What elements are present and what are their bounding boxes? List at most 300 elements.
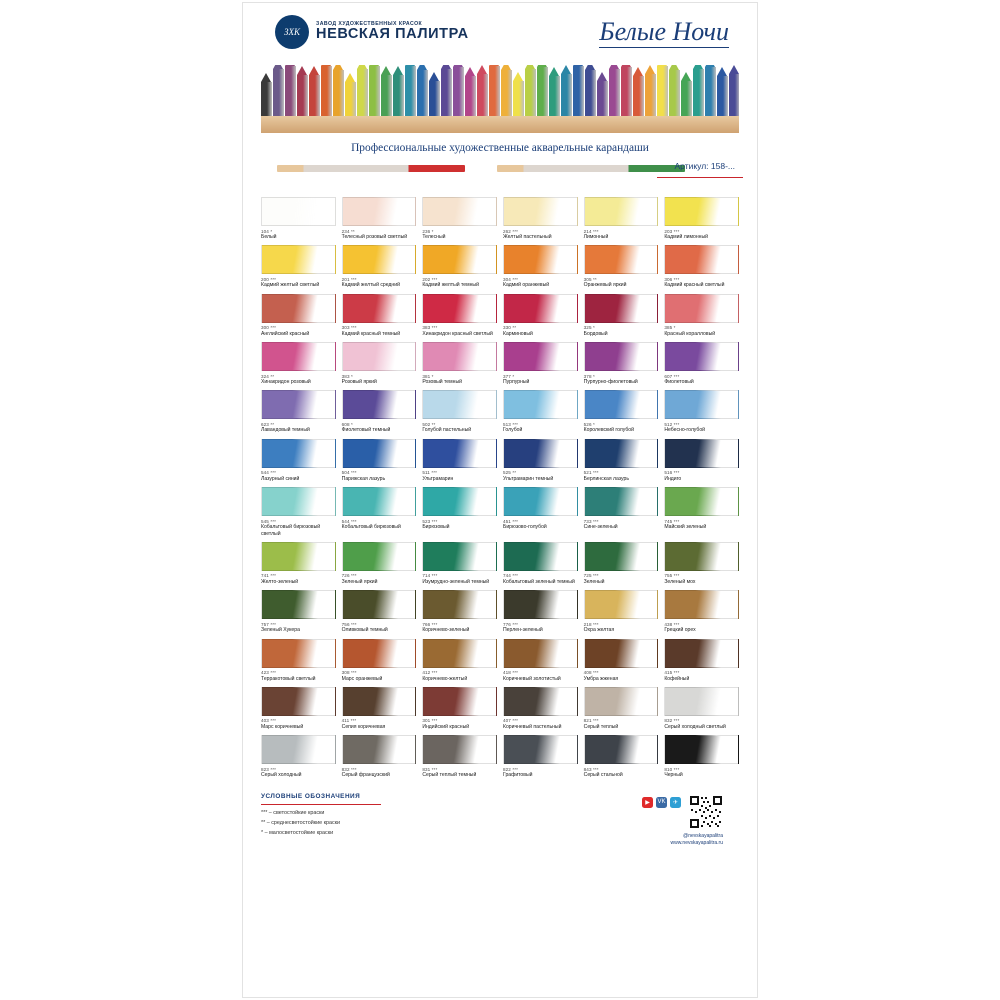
color-swatch: [342, 390, 417, 419]
color-swatch: [422, 639, 497, 668]
color-swatch: [342, 439, 417, 468]
color-name: Кадмий желтый светлый: [261, 282, 320, 289]
color-code: 516 ***: [664, 470, 680, 476]
color-name: Ультрамарин темный: [502, 475, 554, 482]
color-name: Грецкий орех: [664, 627, 696, 634]
color-name: Розовый яркий: [341, 379, 377, 386]
color-code: 411 ***: [341, 718, 357, 724]
color-code: 304 ***: [502, 276, 518, 282]
color-swatch-cell: [503, 735, 578, 778]
color-swatch: [422, 197, 497, 226]
color-code: 301 ***: [422, 718, 438, 724]
color-swatch-cell: [584, 390, 659, 433]
color-code: 526 *: [583, 421, 595, 427]
color-name: Серый холодный: [261, 772, 302, 779]
product-sheet: [242, 2, 758, 998]
color-name: Терракотовый светлый: [261, 675, 316, 682]
color-swatch-grid: [261, 197, 739, 779]
pencil-tip: [429, 72, 439, 81]
color-swatch-cell: [422, 590, 497, 633]
color-code: 822 ***: [502, 766, 518, 772]
color-swatch-cell: [664, 390, 739, 433]
color-swatch: [261, 245, 336, 274]
color-swatch: [261, 487, 336, 516]
color-name: Марс оранжевый: [341, 675, 383, 682]
color-name: Серый стальной: [583, 772, 623, 779]
color-swatch: [503, 197, 578, 226]
color-swatch: [422, 487, 497, 516]
pencil-tip: [297, 66, 307, 75]
color-name: Оранжевый яркий: [583, 282, 627, 289]
color-code: 756 ***: [341, 621, 357, 627]
color-name: Индийский красный: [422, 723, 470, 730]
color-name: Карминовый: [502, 330, 533, 337]
color-swatch-cell: [261, 245, 336, 288]
color-code: 438 ***: [664, 621, 680, 627]
color-code: 831 ***: [422, 766, 438, 772]
color-code: 201 ***: [341, 276, 357, 282]
color-swatch-cell: [422, 294, 497, 337]
logo-mark-text: ЗХК: [284, 27, 300, 37]
color-name: Бирюзовый: [422, 524, 450, 531]
pencil-tip: [309, 66, 319, 75]
color-name: Зеленый: [583, 578, 605, 585]
color-swatch-cell: [422, 487, 497, 537]
color-swatch-cell: [422, 639, 497, 682]
color-swatch: [584, 439, 659, 468]
color-code: 305 **: [583, 276, 597, 282]
color-code: 832 ***: [664, 718, 680, 724]
color-swatch-cell: [584, 639, 659, 682]
color-name: Фиолетовый: [664, 379, 694, 386]
pencil-tip: [477, 65, 487, 74]
color-name: Голубой пастельный: [422, 427, 472, 434]
color-code: 511 ***: [422, 470, 437, 476]
color-code: 300 ***: [261, 325, 277, 331]
color-code: 381 *: [422, 373, 434, 379]
color-swatch: [342, 487, 417, 516]
color-swatch: [664, 590, 739, 619]
brand-script-logo: Белые Ночи: [599, 17, 729, 46]
color-swatch-cell: [584, 197, 659, 240]
color-name: Английский красный: [261, 330, 310, 337]
color-name: Кофейный: [664, 675, 690, 682]
color-swatch: [503, 542, 578, 571]
color-name: Графитовый: [502, 772, 533, 779]
color-name: Зеленый мох: [664, 578, 696, 585]
color-name: Пepлен-зеленый: [502, 627, 543, 634]
color-name: Кадмий желтый средний: [341, 282, 400, 289]
color-code: 423 ***: [261, 670, 277, 676]
color-swatch-cell: [664, 294, 739, 337]
color-swatch: [261, 590, 336, 619]
color-swatch: [342, 294, 417, 323]
color-swatch: [503, 390, 578, 419]
color-name: Умбра жженая: [583, 675, 619, 682]
color-swatch-cell: [503, 245, 578, 288]
color-name: Розовый темный: [422, 379, 462, 386]
color-code: 504 ***: [341, 470, 357, 476]
color-swatch-cell: [664, 342, 739, 385]
color-code: 378 *: [583, 373, 595, 379]
color-swatch-cell: [664, 439, 739, 482]
color-swatch: [664, 639, 739, 668]
color-swatch: [422, 735, 497, 764]
color-swatch-cell: [584, 487, 659, 537]
color-name: Кобальтовый бирюзовый: [341, 524, 401, 531]
pencil-tip: [393, 66, 403, 75]
color-swatch: [503, 439, 578, 468]
color-swatch: [664, 735, 739, 764]
pencil-tip: [465, 67, 475, 76]
color-swatch-cell: [342, 639, 417, 682]
color-name: Коричневый пастельный: [502, 723, 562, 730]
color-code: 377 *: [502, 373, 515, 379]
color-swatch-cell: [584, 245, 659, 288]
color-swatch-cell: [664, 590, 739, 633]
color-name: Небесно-голубой: [664, 427, 706, 434]
single-pencil-illustrations: [243, 161, 757, 185]
website-url[interactable]: www.nevskayapalitra.ru: [670, 840, 723, 847]
color-code: 385 *: [664, 325, 676, 331]
color-swatch: [584, 487, 659, 516]
color-swatch-cell: [584, 342, 659, 385]
color-swatch: [422, 590, 497, 619]
color-swatch: [584, 735, 659, 764]
color-swatch: [664, 197, 739, 226]
color-swatch: [664, 687, 739, 716]
color-swatch-cell: [503, 590, 578, 633]
color-swatch-cell: [342, 294, 417, 337]
color-swatch-cell: [664, 687, 739, 730]
color-swatch: [584, 390, 659, 419]
legend-divider: [261, 804, 381, 805]
color-swatch-cell: [261, 197, 336, 240]
color-swatch: [664, 245, 739, 274]
pencil-tip: [681, 72, 691, 81]
color-code: 544 ***: [341, 518, 357, 524]
color-code: 408 ***: [583, 670, 599, 676]
color-swatch-cell: [503, 687, 578, 730]
color-name: Кадмий желтый темный: [422, 282, 479, 289]
color-swatch-cell: [584, 735, 659, 778]
color-swatch-cell: [261, 342, 336, 385]
color-swatch-cell: [261, 487, 336, 537]
color-swatch: [503, 687, 578, 716]
color-swatch-cell: [584, 294, 659, 337]
color-code: 236 *: [422, 228, 434, 234]
legend-item: ** – среднесветостойкие краски: [261, 819, 341, 826]
color-name: Кобальтовый зеленый темный: [502, 578, 575, 585]
color-swatch: [503, 590, 578, 619]
color-name: Пурпурно-фиолетовый: [583, 379, 638, 386]
pencil-tip: [513, 72, 523, 81]
color-swatch: [664, 342, 739, 371]
pencil-tip: [381, 66, 391, 75]
color-code: 525 **: [502, 470, 517, 476]
color-name: Желтый пастельный: [502, 234, 552, 240]
color-code: 203 ***: [664, 228, 680, 234]
color-code: 725 ***: [583, 573, 599, 579]
color-swatch-cell: [261, 390, 336, 433]
pencil-wood-base: [261, 116, 739, 133]
color-swatch-cell: [261, 439, 336, 482]
color-swatch-cell: [422, 245, 497, 288]
color-code: 544 ***: [261, 470, 277, 476]
color-name: Хинакридон розовый: [261, 379, 311, 386]
color-swatch: [503, 342, 578, 371]
color-code: 608 *: [341, 421, 353, 427]
color-swatch-cell: [422, 735, 497, 778]
color-swatch: [422, 687, 497, 716]
color-swatch: [422, 245, 497, 274]
color-swatch-cell: [422, 542, 497, 585]
color-swatch: [261, 439, 336, 468]
color-name: Коричневый золотистый: [502, 675, 561, 682]
color-name: Голубой: [502, 427, 523, 434]
pencil-tip: [549, 67, 559, 76]
color-swatch: [503, 245, 578, 274]
color-swatch-cell: [342, 735, 417, 778]
color-code: 757 ***: [261, 621, 277, 627]
color-name: Коричнево-зеленый: [422, 627, 470, 634]
color-swatch: [342, 687, 417, 716]
social-links[interactable]: [642, 797, 681, 808]
legend-title: УСЛОВНЫЕ ОБОЗНАЧЕНИЯ: [261, 792, 361, 800]
color-swatch-cell: [664, 245, 739, 288]
pencil-red: [277, 165, 465, 172]
color-code: 607 ***: [664, 373, 680, 379]
color-name: Изумрудно-зеленый темный: [422, 578, 490, 585]
color-swatch-cell: [342, 245, 417, 288]
youtube-icon[interactable]: ▶: [642, 797, 653, 808]
color-swatch: [584, 342, 659, 371]
color-code: 823 ***: [261, 766, 277, 772]
color-swatch: [503, 487, 578, 516]
color-swatch: [261, 687, 336, 716]
color-name: Королевский голубой: [583, 427, 634, 434]
color-swatch: [261, 735, 336, 764]
color-swatch: [261, 294, 336, 323]
color-name: Желто-зеленый: [261, 578, 299, 585]
color-code: 745 ***: [664, 518, 680, 524]
color-name: Хинакридон красный светлый: [422, 330, 493, 337]
color-swatch: [342, 639, 417, 668]
color-swatch: [584, 197, 659, 226]
color-swatch: [261, 197, 336, 226]
color-swatch-cell: [261, 542, 336, 585]
color-code: 512 ***: [664, 421, 680, 427]
color-swatch: [664, 487, 739, 516]
color-name: Кадмий лимонный: [664, 234, 708, 240]
color-swatch: [261, 390, 336, 419]
color-swatch: [503, 639, 578, 668]
color-code: 451 ***: [502, 518, 518, 524]
color-swatch: [422, 542, 497, 571]
color-code: 418 ***: [502, 670, 518, 676]
color-swatch: [584, 687, 659, 716]
company-name-small: ЗАВОД ХУДОЖЕСТВЕННЫХ КРАСОК: [316, 20, 423, 27]
color-swatch-cell: [503, 439, 578, 482]
color-name: Коричнево-желтый: [422, 675, 468, 682]
pencil-green: [497, 165, 685, 172]
logo-badge-icon: [275, 15, 309, 49]
color-swatch: [342, 342, 417, 371]
color-swatch: [422, 439, 497, 468]
company-name-large: НЕВСКАЯ ПАЛИТРА: [316, 26, 469, 43]
color-swatch: [503, 735, 578, 764]
color-code: 324 **: [261, 373, 275, 379]
color-name: Телесный розовый светлый: [341, 234, 408, 240]
color-code: 308 ***: [341, 670, 357, 676]
color-swatch-cell: [342, 487, 417, 537]
color-code: 545 ***: [261, 518, 277, 524]
pencil-tip: [561, 65, 571, 74]
color-name: Кадмий красный светлый: [664, 282, 725, 289]
article-underline: [657, 177, 743, 178]
site-info[interactable]: [670, 833, 723, 848]
color-code: 407 ***: [502, 718, 518, 724]
color-code: 303 ***: [341, 325, 357, 331]
color-code: 832 ***: [341, 766, 357, 772]
color-code: 714 ***: [422, 573, 438, 579]
color-code: 741 ***: [261, 573, 277, 579]
color-swatch-cell: [422, 342, 497, 385]
color-swatch: [584, 542, 659, 571]
color-swatch-cell: [342, 439, 417, 482]
color-swatch-cell: [584, 590, 659, 633]
color-code: 415 ***: [664, 670, 680, 676]
color-swatch-cell: [664, 487, 739, 537]
color-swatch: [664, 294, 739, 323]
company-logo: [275, 15, 469, 49]
color-code: 755 ***: [664, 573, 680, 579]
article-number: Артикул: 158-...: [674, 161, 735, 171]
color-swatch-cell: [584, 687, 659, 730]
color-swatch-cell: [261, 294, 336, 337]
color-swatch: [664, 542, 739, 571]
color-code: 218 ***: [583, 621, 599, 627]
color-name: Кадмий красный темный: [341, 330, 401, 337]
product-subtitle: Профессиональные художественные акварельные карандаши: [351, 142, 649, 154]
color-swatch-cell: [261, 687, 336, 730]
color-code: 262 ***: [502, 228, 518, 234]
color-swatch-cell: [664, 735, 739, 778]
color-swatch-cell: [261, 639, 336, 682]
color-swatch-cell: [584, 439, 659, 482]
color-swatch-cell: [664, 542, 739, 585]
color-name: Лимонный: [583, 234, 609, 240]
color-swatch-cell: [503, 390, 578, 433]
color-swatch: [422, 390, 497, 419]
color-swatch: [422, 294, 497, 323]
color-swatch-cell: [342, 687, 417, 730]
color-swatch: [584, 245, 659, 274]
color-swatch-cell: [503, 294, 578, 337]
color-name: Серый теплый: [583, 723, 619, 730]
color-swatch: [342, 735, 417, 764]
color-swatch: [664, 439, 739, 468]
color-swatch-cell: [261, 735, 336, 778]
color-name: Сепия коричневая: [341, 723, 386, 730]
color-swatch-cell: [422, 687, 497, 730]
pencil-tip: [729, 65, 739, 74]
color-code: 733 ***: [583, 518, 599, 524]
color-name: Ультрамарин: [422, 475, 454, 482]
color-code: 104 *: [261, 228, 273, 234]
legend-item: *** – светостойкие краски: [261, 809, 325, 816]
color-name: Зеленый Хукера: [261, 627, 300, 634]
color-name: Серый холодный светлый: [664, 723, 726, 730]
color-name: Пурпурный: [502, 379, 530, 386]
color-code: 726 ***: [341, 573, 357, 579]
color-swatch: [342, 590, 417, 619]
color-name: Серый французский: [341, 772, 390, 779]
color-name: Кобальтовый бирюзовый светлый: [261, 524, 321, 537]
color-code: 623 **: [261, 421, 275, 427]
color-swatch: [422, 342, 497, 371]
telegram-icon[interactable]: ✈: [670, 797, 681, 808]
color-code: 214 ***: [583, 228, 599, 234]
color-swatch-cell: [422, 439, 497, 482]
color-name: Красный коралловый: [664, 330, 716, 337]
color-name: Серый теплый темный: [422, 772, 477, 779]
color-code: 744 ***: [502, 573, 518, 579]
color-code: 810 ***: [664, 766, 680, 772]
color-swatch-cell: [503, 342, 578, 385]
color-code: 306 ***: [664, 276, 680, 282]
color-swatch-cell: [342, 342, 417, 385]
color-code: 843 ***: [583, 766, 599, 772]
color-swatch-cell: [422, 390, 497, 433]
color-name: Зеленый яркий: [341, 578, 378, 585]
pencil-tip: [645, 65, 655, 74]
color-swatch: [261, 542, 336, 571]
color-code: 521 ***: [583, 470, 599, 476]
color-swatch: [584, 590, 659, 619]
color-code: 403 ***: [261, 718, 277, 724]
color-swatch-cell: [503, 542, 578, 585]
color-code: 502 **: [422, 421, 436, 427]
color-name: Оливковый темный: [341, 627, 388, 634]
color-swatch: [584, 639, 659, 668]
color-swatch-cell: [342, 542, 417, 585]
color-swatch: [261, 342, 336, 371]
legend-item: * – малосветостойкие краски: [261, 829, 334, 836]
color-code: 383 *: [341, 373, 353, 379]
color-name: Парижская лазурь: [341, 475, 386, 482]
color-swatch: [342, 542, 417, 571]
color-swatch-cell: [503, 197, 578, 240]
color-name: Сине-зеленый: [583, 524, 618, 531]
vk-icon[interactable]: VK: [656, 797, 667, 808]
color-code: 383 ***: [422, 325, 438, 331]
color-swatch: [584, 294, 659, 323]
color-name: Кадмий оранжевый: [502, 282, 550, 289]
color-code: 821 ***: [583, 718, 599, 724]
sheet-header: [243, 3, 757, 63]
color-swatch-cell: [664, 197, 739, 240]
color-code: 325 *: [583, 325, 595, 331]
color-swatch-cell: [261, 590, 336, 633]
color-code: 523 ***: [422, 518, 438, 524]
pencil-band-illustration: [261, 65, 739, 133]
color-swatch: [342, 245, 417, 274]
pencil-tip: [345, 73, 355, 82]
color-name: Фиолетовый темный: [341, 427, 391, 434]
pencil-tip: [633, 67, 643, 76]
color-swatch-cell: [342, 390, 417, 433]
